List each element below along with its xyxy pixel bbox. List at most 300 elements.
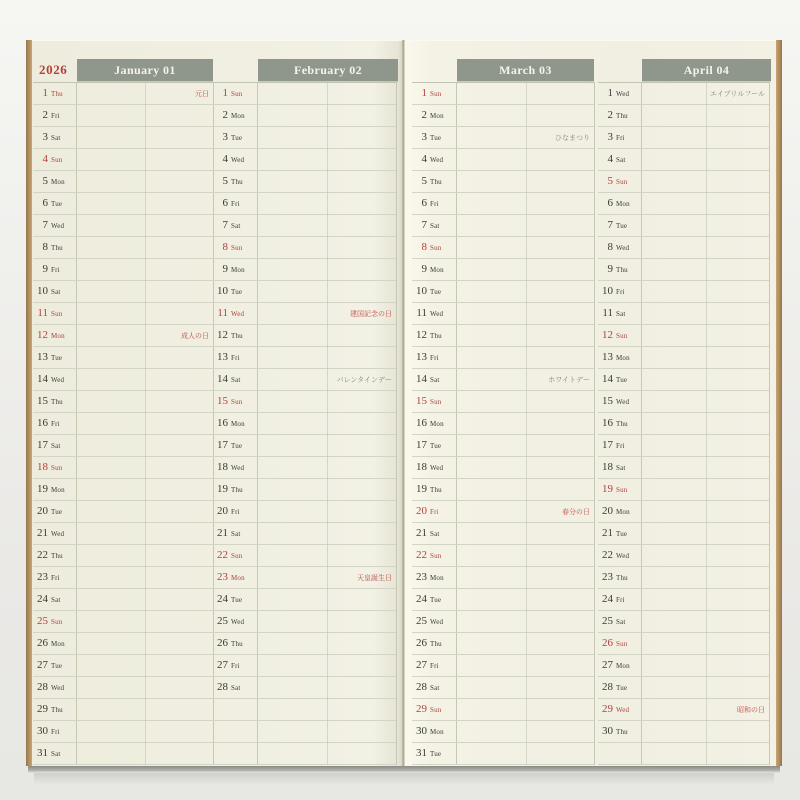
notes-cell: [258, 237, 396, 258]
weekday-label: Fri: [51, 727, 60, 736]
weekday-label: Mon: [51, 639, 65, 648]
weekday-label: Sun: [616, 485, 628, 494]
weekday-label: Tue: [616, 221, 628, 230]
weekday-label: Sat: [231, 375, 241, 384]
day-number: 22: [37, 549, 48, 561]
weekday-label: Wed: [231, 309, 245, 318]
notes-cell: [258, 457, 396, 478]
day-row: [598, 435, 769, 457]
notes-cell: [642, 743, 769, 764]
day-number: 11: [416, 307, 427, 319]
day-label-cell: [598, 171, 642, 192]
day-row: [412, 699, 594, 721]
notes-cell: [258, 391, 396, 412]
day-label-cell: [412, 105, 457, 126]
notes-cell: [77, 347, 213, 368]
weekday-label: Fri: [51, 573, 60, 582]
day-label-cell: [33, 149, 77, 170]
weekday-label: Mon: [616, 199, 630, 208]
day-row: [33, 413, 213, 435]
month-column-january: [33, 59, 214, 759]
weekday-label: Fri: [616, 595, 625, 604]
weekday-label: Wed: [616, 705, 630, 714]
day-row: [412, 193, 594, 215]
day-number: 12: [602, 329, 613, 341]
day-number: 30: [416, 725, 427, 737]
day-number: 24: [416, 593, 427, 605]
notes-cell: [258, 435, 396, 456]
weekday-label: Thu: [430, 177, 442, 186]
weekday-label: Fri: [616, 287, 625, 296]
weekday-label: Wed: [616, 397, 630, 406]
day-number: 10: [217, 285, 228, 297]
day-label-cell: [412, 567, 457, 588]
day-number: 17: [37, 439, 48, 451]
weekday-label: Thu: [430, 639, 442, 648]
day-label-cell: [598, 149, 642, 170]
notes-cell: [457, 281, 594, 302]
day-label-cell: [598, 347, 642, 368]
weekday-label: Thu: [231, 331, 243, 340]
weekday-label: Sun: [51, 155, 63, 164]
notes-cell: [77, 215, 213, 236]
notes-cell: [258, 127, 396, 148]
day-label-cell: [213, 391, 258, 412]
weekday-label: Mon: [51, 485, 65, 494]
weekday-label: Sun: [430, 397, 442, 406]
empty-day-row: [213, 699, 396, 721]
weekday-label: Wed: [616, 89, 630, 98]
day-label-cell: [33, 171, 77, 192]
day-label-cell: [33, 259, 77, 280]
weekday-label: Sun: [231, 243, 243, 252]
day-row: [412, 501, 594, 523]
day-row: [33, 325, 213, 347]
day-row: [598, 721, 769, 743]
day-row: [412, 721, 594, 743]
notes-cell: [642, 193, 769, 214]
day-number: 25: [602, 615, 613, 627]
day-number: 5: [42, 175, 48, 187]
day-number: 6: [421, 197, 427, 209]
day-number: 5: [607, 175, 613, 187]
empty-day-row: [213, 721, 396, 743]
weekday-label: Wed: [51, 683, 65, 692]
day-row: [598, 281, 769, 303]
day-number: 2: [42, 109, 48, 121]
day-number: 19: [416, 483, 427, 495]
day-row: [33, 589, 213, 611]
notes-cell: [77, 721, 213, 742]
day-row: [213, 567, 396, 589]
weekday-label: Tue: [231, 595, 243, 604]
weekday-label: Mon: [616, 507, 630, 516]
day-label-cell: [598, 303, 642, 324]
day-row: [412, 171, 594, 193]
day-label-cell: [412, 193, 457, 214]
day-number: 22: [416, 549, 427, 561]
weekday-label: Wed: [51, 375, 65, 384]
notes-cell: [642, 171, 769, 192]
notes-cell: [77, 655, 213, 676]
day-number: 10: [602, 285, 613, 297]
day-label-cell: [213, 523, 258, 544]
notes-cell: [642, 105, 769, 126]
book-bottom-edge-shadow: [28, 766, 780, 773]
weekday-label: Sun: [430, 705, 442, 714]
day-row: [33, 347, 213, 369]
day-number: 13: [416, 351, 427, 363]
day-row: [598, 479, 769, 501]
notes-cell: [642, 303, 769, 324]
page-right: [405, 40, 776, 766]
weekday-label: Wed: [430, 463, 444, 472]
day-row: [412, 215, 594, 237]
notes-cell: [457, 567, 594, 588]
day-label-cell: [412, 523, 457, 544]
day-row: [598, 545, 769, 567]
notes-cell: [457, 325, 594, 346]
holiday-note: バレンタインデー: [336, 375, 392, 384]
notes-cell: [77, 83, 213, 104]
day-row: [33, 83, 213, 105]
day-row: [213, 149, 396, 171]
day-label-cell: [33, 655, 77, 676]
notes-cell: [642, 435, 769, 456]
day-number: 2: [607, 109, 613, 121]
day-number: 9: [222, 263, 228, 275]
notes-cell: [258, 369, 396, 390]
day-label-cell: [213, 677, 258, 698]
day-number: 4: [42, 153, 48, 165]
notes-cell: [77, 435, 213, 456]
notes-cell: [77, 545, 213, 566]
weekday-label: Sun: [616, 639, 628, 648]
day-label-cell: [213, 215, 258, 236]
day-label-cell: [412, 721, 457, 742]
month-header-february: February 02: [258, 59, 398, 81]
day-number: 20: [416, 505, 427, 517]
notes-cell: [457, 171, 594, 192]
notes-cell: [77, 633, 213, 654]
day-label-cell: [213, 303, 258, 324]
weekday-label: Thu: [616, 111, 628, 120]
day-row: [412, 611, 594, 633]
notes-cell: [642, 215, 769, 236]
weekday-label: Tue: [616, 683, 628, 692]
day-label-cell: [213, 743, 258, 764]
day-label-cell: [33, 193, 77, 214]
day-label-cell: [213, 699, 258, 720]
day-label-cell: [33, 413, 77, 434]
day-number: 24: [37, 593, 48, 605]
day-number: 26: [602, 637, 613, 649]
weekday-label: Fri: [231, 199, 240, 208]
day-row: [412, 127, 594, 149]
day-number: 1: [42, 87, 48, 99]
weekday-label: Mon: [430, 573, 444, 582]
day-number: 10: [37, 285, 48, 297]
day-row: [598, 237, 769, 259]
day-number: 8: [421, 241, 427, 253]
day-number: 15: [602, 395, 613, 407]
day-row: [412, 105, 594, 127]
day-row: [412, 281, 594, 303]
day-number: 19: [217, 483, 228, 495]
notes-cell: [77, 281, 213, 302]
day-row: [33, 721, 213, 743]
day-label-cell: [412, 369, 457, 390]
notes-cell: [642, 325, 769, 346]
day-label-cell: [213, 237, 258, 258]
weekday-label: Tue: [231, 441, 243, 450]
notes-cell: [457, 699, 594, 720]
weekday-label: Sun: [616, 177, 628, 186]
day-row: [598, 655, 769, 677]
weekday-label: Mon: [430, 727, 444, 736]
weekday-label: Wed: [51, 221, 65, 230]
day-number: 9: [42, 263, 48, 275]
holiday-note: 昭和の日: [737, 705, 765, 714]
day-label-cell: [412, 743, 457, 764]
notes-cell: [258, 83, 396, 104]
notes-cell: [258, 589, 396, 610]
notes-cell: [258, 413, 396, 434]
weekday-label: Sun: [430, 551, 442, 560]
day-number: 12: [37, 329, 48, 341]
notes-cell: [258, 325, 396, 346]
notes-cell: [642, 567, 769, 588]
day-label-cell: [412, 127, 457, 148]
day-row: [598, 699, 769, 721]
day-label-cell: [598, 545, 642, 566]
day-label-cell: [598, 589, 642, 610]
day-row: [213, 479, 396, 501]
weekday-label: Sat: [430, 683, 440, 692]
day-row: [412, 325, 594, 347]
day-row: [213, 193, 396, 215]
day-label-cell: [598, 655, 642, 676]
day-row: [598, 149, 769, 171]
day-label-cell: [213, 435, 258, 456]
weekday-label: Fri: [430, 353, 439, 362]
day-number: 27: [37, 659, 48, 671]
day-row: [33, 259, 213, 281]
notes-cell: [457, 237, 594, 258]
day-number: 20: [602, 505, 613, 517]
weekday-label: Fri: [51, 265, 60, 274]
day-number: 21: [602, 527, 613, 539]
day-label-cell: [213, 589, 258, 610]
day-number: 8: [42, 241, 48, 253]
day-number: 12: [217, 329, 228, 341]
day-number: 5: [421, 175, 427, 187]
day-number: 11: [37, 307, 48, 319]
weekday-label: Mon: [231, 111, 245, 120]
day-row: [33, 479, 213, 501]
notes-cell: [77, 457, 213, 478]
day-label-cell: [598, 743, 642, 764]
weekday-label: Fri: [430, 661, 439, 670]
day-row: [598, 193, 769, 215]
day-label-cell: [598, 611, 642, 632]
weekday-label: Tue: [51, 507, 63, 516]
day-row: [213, 369, 396, 391]
day-label-cell: [412, 303, 457, 324]
day-number: 3: [607, 131, 613, 143]
day-number: 25: [37, 615, 48, 627]
day-label-cell: [412, 611, 457, 632]
day-label-cell: [33, 237, 77, 258]
day-number: 4: [421, 153, 427, 165]
day-label-cell: [33, 391, 77, 412]
notes-cell: [258, 149, 396, 170]
weekday-label: Fri: [430, 199, 439, 208]
day-number: 3: [421, 131, 427, 143]
day-number: 6: [607, 197, 613, 209]
notes-cell: [258, 259, 396, 280]
weekday-label: Tue: [51, 661, 63, 670]
day-number: 30: [37, 725, 48, 737]
notes-cell: [77, 413, 213, 434]
weekday-label: Thu: [430, 331, 442, 340]
weekday-label: Sat: [231, 221, 241, 230]
notes-cell: [642, 655, 769, 676]
notes-cell: [457, 589, 594, 610]
day-row: [33, 655, 213, 677]
day-label-cell: [213, 633, 258, 654]
notes-cell: [457, 633, 594, 654]
weekday-label: Sun: [430, 243, 442, 252]
day-row: [33, 127, 213, 149]
notes-cell: [258, 281, 396, 302]
day-label-cell: [598, 479, 642, 500]
day-number: 15: [37, 395, 48, 407]
day-label-cell: [598, 193, 642, 214]
day-label-cell: [598, 259, 642, 280]
day-number: 22: [602, 549, 613, 561]
day-number: 18: [217, 461, 228, 473]
notes-cell: [642, 259, 769, 280]
weekday-label: Mon: [51, 331, 65, 340]
day-row: [412, 523, 594, 545]
day-label-cell: [33, 743, 77, 764]
notes-cell: [77, 589, 213, 610]
day-row: [33, 215, 213, 237]
day-label-cell: [213, 193, 258, 214]
month-column-april: [598, 59, 770, 747]
cover-edge-right: [776, 40, 782, 766]
notes-cell: [77, 325, 213, 346]
day-row: [412, 237, 594, 259]
day-number: 7: [421, 219, 427, 231]
day-label-cell: [598, 523, 642, 544]
day-label-cell: [412, 171, 457, 192]
weekday-label: Sun: [51, 309, 63, 318]
day-number: 16: [602, 417, 613, 429]
day-label-cell: [33, 215, 77, 236]
day-label-cell: [412, 347, 457, 368]
weekday-label: Mon: [430, 419, 444, 428]
notes-cell: [258, 105, 396, 126]
weekday-label: Sat: [430, 375, 440, 384]
day-row: [412, 435, 594, 457]
day-label-cell: [598, 435, 642, 456]
day-number: 1: [421, 87, 427, 99]
day-label-cell: [213, 259, 258, 280]
day-label-cell: [213, 655, 258, 676]
day-number: 23: [602, 571, 613, 583]
notes-cell: [457, 83, 594, 104]
weekday-label: Fri: [51, 419, 60, 428]
weekday-label: Sat: [616, 463, 626, 472]
day-row: [412, 369, 594, 391]
day-label-cell: [213, 171, 258, 192]
day-number: 17: [217, 439, 228, 451]
month-grid-february: [213, 82, 397, 765]
day-label-cell: [598, 215, 642, 236]
day-number: 30: [602, 725, 613, 737]
day-number: 13: [217, 351, 228, 363]
weekday-label: Fri: [616, 441, 625, 450]
day-number: 11: [602, 307, 613, 319]
day-label-cell: [213, 325, 258, 346]
day-label-cell: [33, 523, 77, 544]
day-label-cell: [33, 83, 77, 104]
notes-cell: [77, 171, 213, 192]
weekday-label: Sat: [616, 309, 626, 318]
day-label-cell: [412, 83, 457, 104]
planner-notebook: [26, 40, 782, 766]
day-row: [412, 743, 594, 765]
day-row: [598, 457, 769, 479]
notes-cell: [642, 501, 769, 522]
day-label-cell: [33, 545, 77, 566]
day-number: 27: [416, 659, 427, 671]
weekday-label: Sat: [51, 749, 61, 758]
day-number: 26: [416, 637, 427, 649]
day-number: 21: [217, 527, 228, 539]
empty-day-row: [213, 743, 396, 765]
weekday-label: Sat: [51, 133, 61, 142]
day-row: [598, 303, 769, 325]
notes-cell: [457, 611, 594, 632]
day-row: [598, 325, 769, 347]
notes-cell: [258, 655, 396, 676]
day-row: [33, 237, 213, 259]
holiday-note: 元日: [195, 89, 209, 98]
day-row: [412, 589, 594, 611]
day-label-cell: [598, 567, 642, 588]
weekday-label: Fri: [231, 661, 240, 670]
month-header-march: March 03: [457, 59, 594, 81]
weekday-label: Fri: [231, 507, 240, 516]
day-label-cell: [33, 303, 77, 324]
day-row: [412, 149, 594, 171]
day-row: [33, 281, 213, 303]
weekday-label: Mon: [231, 573, 245, 582]
day-number: 4: [607, 153, 613, 165]
day-row: [213, 677, 396, 699]
day-row: [213, 259, 396, 281]
day-number: 28: [602, 681, 613, 693]
notes-cell: [642, 347, 769, 368]
day-label-cell: [598, 105, 642, 126]
day-label-cell: [33, 479, 77, 500]
notes-cell: [77, 501, 213, 522]
day-number: 5: [222, 175, 228, 187]
day-row: [598, 259, 769, 281]
